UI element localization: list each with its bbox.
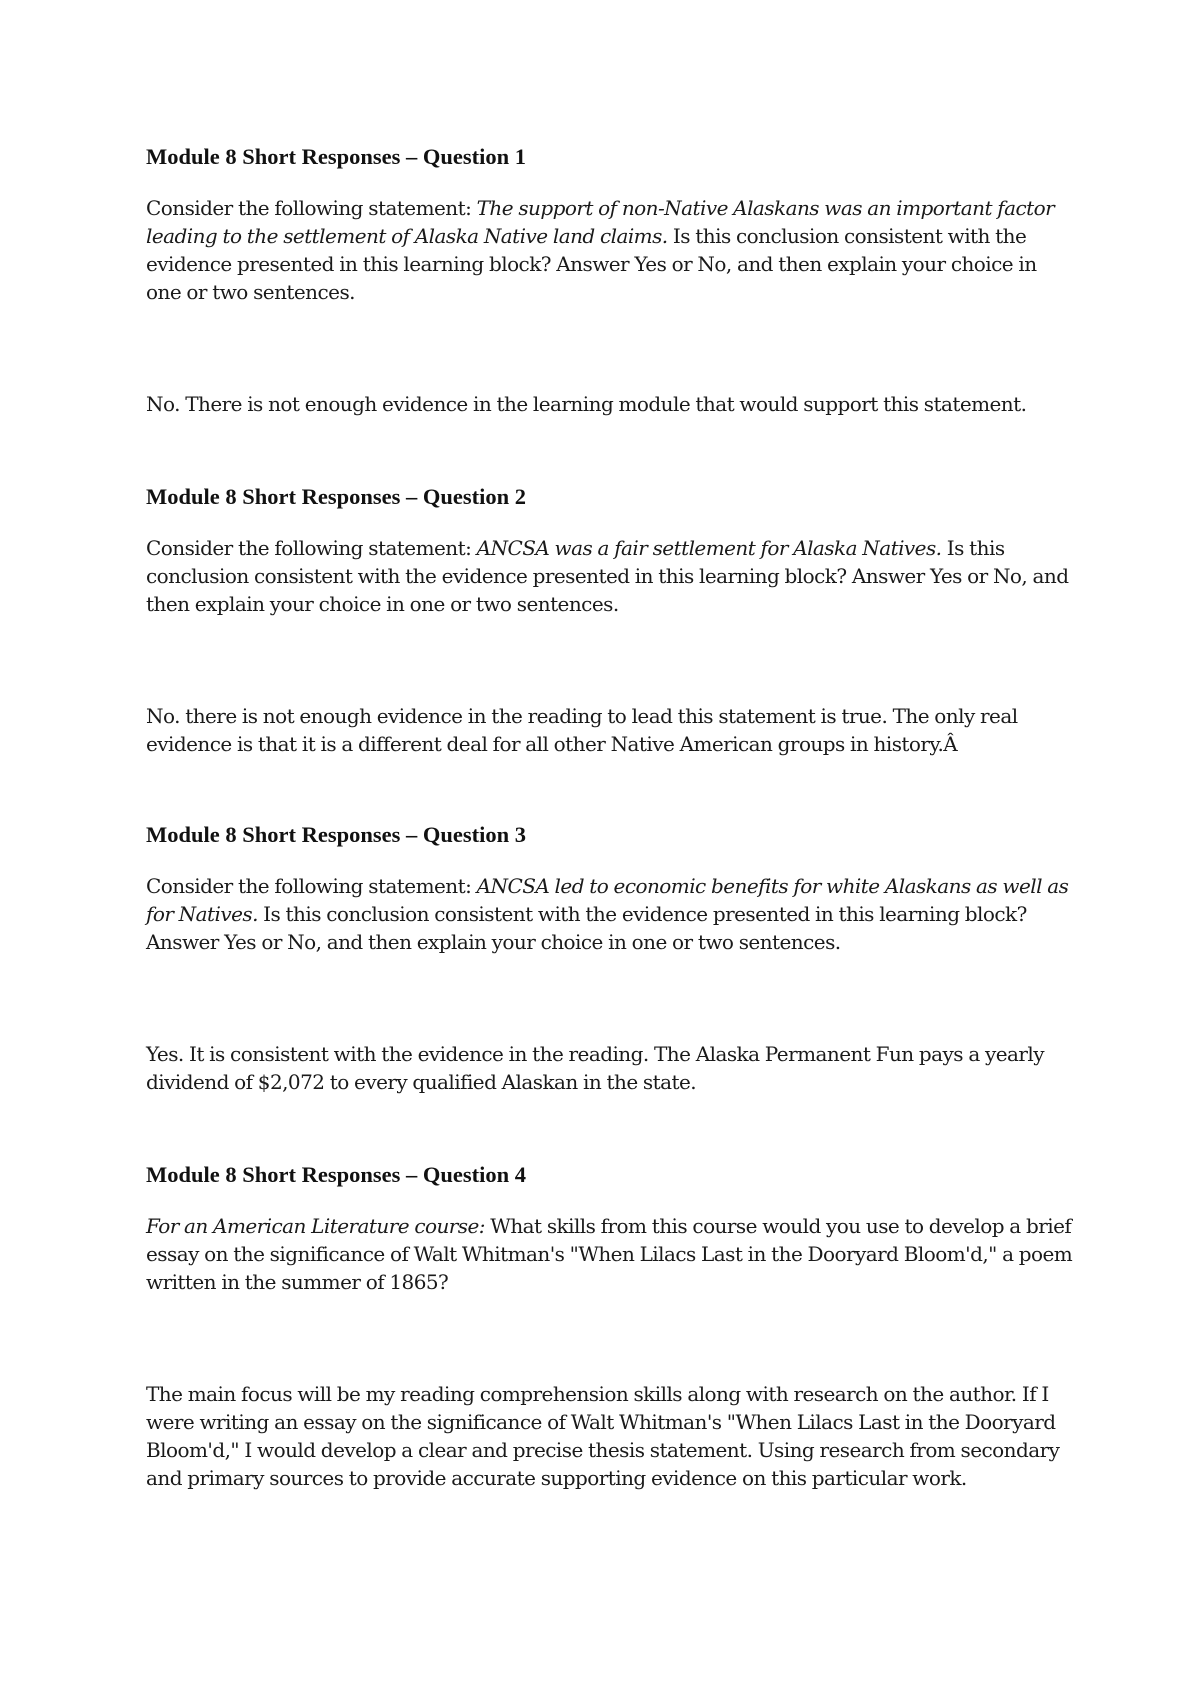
answer-text: Yes. It is consistent with the evidence in the reading. The Alaska Permanent Fun pays a yearly dividend of $2,072 to every qualified Alaskan in the state.	[146, 1042, 1045, 1094]
answer-text: No. there is not enough evidence in the reading to lead this statement is true. The only real evidence is that it is a different deal for all other Native American groups in history.Â	[146, 704, 1018, 756]
document-page	[146, 142, 1076, 1520]
prompt-prefix: Consider the following statement:	[146, 874, 477, 898]
prompt-suffix: Is this conclusion consistent with the evidence presented in this learning block? Answer Yes or No, and then explain your choice in one or two sentences.	[146, 536, 1069, 616]
prompt-prefix: Consider the following statement:	[146, 536, 477, 560]
prompt-statement: ANCSA led to economic benefits for white Alaskans as well as for Natives.	[146, 874, 1069, 926]
question-prompt	[146, 1212, 1076, 1296]
question-prompt	[146, 872, 1076, 956]
prompt-suffix: Is this conclusion consistent with the evidence presented in this learning block? Answer Yes or No, and then explain your choice in one or two sentences.	[146, 902, 1027, 954]
question-block-4	[146, 1160, 1076, 1520]
answer-text: No. There is not enough evidence in the learning module that would support this statement.	[146, 392, 1027, 416]
question-heading: Module 8 Short Responses – Question 2	[146, 484, 527, 509]
question-heading: Module 8 Short Responses – Question 1	[146, 144, 527, 169]
question-prompt	[146, 194, 1076, 306]
prompt-statement: ANCSA was a fair settlement for Alaska Natives.	[476, 536, 942, 560]
prompt-suffix: What skills from this course would you use to develop a brief essay on the significance of Walt Whitman's "When Lilacs Last in the Dooryard Bloom'd," a poem written in the summer of 1865?	[146, 1214, 1073, 1294]
question-block-1	[146, 142, 1076, 482]
prompt-statement: The support of non-Native Alaskans was an important factor leading to the settlement of Alaska Native land claims.	[146, 196, 1055, 248]
prompt-prefix: Consider the following statement:	[146, 196, 477, 220]
prompt-statement: For an American Literature course:	[146, 1214, 485, 1238]
question-prompt	[146, 534, 1076, 618]
answer-text: The main focus will be my reading comprehension skills along with research on the author. If I were writing an essay on the significance of Walt Whitman's "When Lilacs Last in the Dooryard Bloom'd," I would develop a clear and precise thesis statement. Using research from secondary and primary sources to provide accurate supporting evidence on this particular work.	[146, 1382, 1060, 1490]
question-heading: Module 8 Short Responses – Question 3	[146, 822, 527, 847]
prompt-suffix: Is this conclusion consistent with the evidence presented in this learning block? Answer Yes or No, and then explain your choice in one or two sentences.	[146, 224, 1037, 304]
question-block-3	[146, 820, 1076, 1160]
question-block-2	[146, 482, 1076, 820]
question-heading: Module 8 Short Responses – Question 4	[146, 1162, 527, 1187]
